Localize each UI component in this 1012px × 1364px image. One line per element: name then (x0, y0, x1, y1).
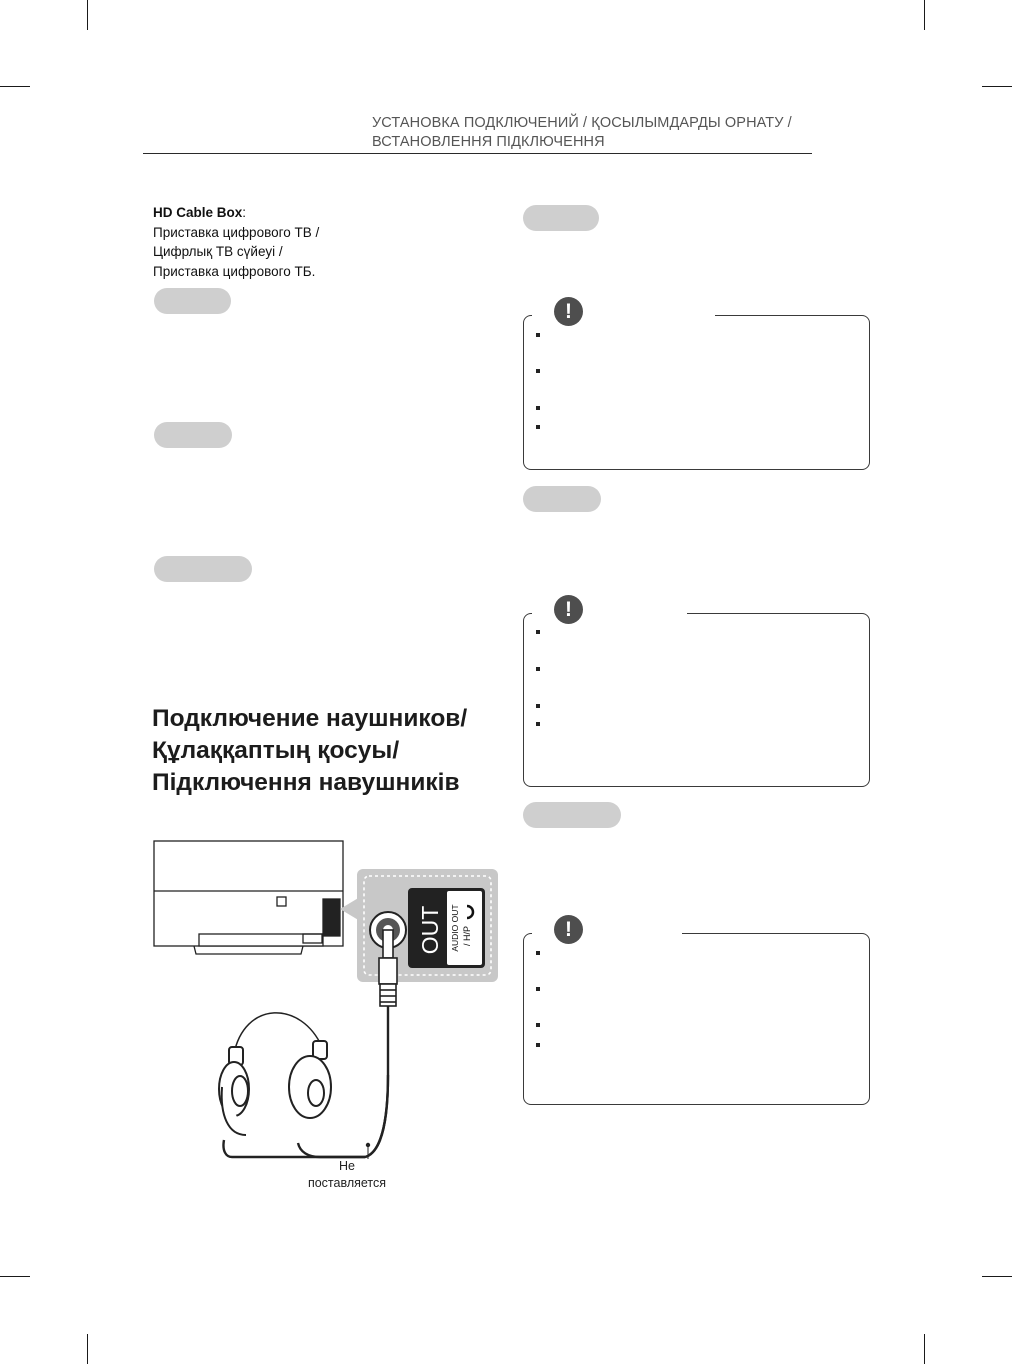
language-tab-pill (523, 486, 601, 512)
bullet-icon (536, 704, 540, 708)
port-out-label: OUT (417, 905, 443, 955)
crop-mark (87, 0, 88, 30)
warning-icon: ! (554, 297, 583, 326)
bullet-icon (536, 951, 540, 955)
headphones-illustration (219, 1015, 331, 1135)
section-heading (152, 703, 467, 799)
bullet-icon (536, 406, 540, 410)
caution-note-box (523, 300, 870, 470)
caution-note-box (523, 918, 870, 1105)
crop-mark (924, 0, 925, 30)
hd-cable-box-line-1: Приставка цифрового ТВ / (153, 224, 320, 240)
language-tab-pill (154, 422, 232, 448)
crop-mark (87, 1334, 88, 1364)
running-header-line-2: ВСТАНОВЛЕННЯ ПІДКЛЮЧЕННЯ (372, 134, 605, 150)
bullet-icon (536, 425, 540, 429)
running-header-line-1: УСТАНОВКА ПОДКЛЮЧЕНИЙ / ҚОСЫЛЫМДАРДЫ ОРНАТУ / (372, 115, 792, 131)
caution-note-box (523, 598, 870, 787)
crop-mark (982, 86, 1012, 87)
hd-cable-box-term: HD Cable Box (153, 205, 243, 220)
crop-mark (0, 86, 30, 87)
language-tab-pill (523, 802, 621, 828)
bullet-icon (536, 667, 540, 671)
bullet-icon (536, 987, 540, 991)
warning-icon: ! (554, 915, 583, 944)
hd-cable-box-definition (153, 203, 319, 281)
headphone-connection-figure (150, 835, 510, 1195)
jack-zoom-panel (357, 869, 498, 982)
bullet-icon (536, 333, 540, 337)
crop-mark (982, 1276, 1012, 1277)
section-heading-line-2: Құлаққаптың қосуы/ (152, 737, 400, 764)
crop-mark (0, 1276, 30, 1277)
bullet-icon (536, 1043, 540, 1047)
hd-cable-box-line-3: Приставка цифрового ТБ. (153, 263, 316, 279)
port-audio-out-label: AUDIO OUT (450, 904, 460, 952)
tv-rear-view (154, 841, 343, 954)
bullet-icon (536, 1023, 540, 1027)
not-supplied-callout: Не поставляется (307, 1159, 387, 1190)
port-hp-label: / H/P (462, 925, 472, 947)
header-rule (143, 153, 812, 154)
hd-cable-box-colon: : (242, 205, 247, 220)
bullet-icon (536, 630, 540, 634)
section-heading-line-1: Подключение наушников/ (152, 705, 468, 732)
bullet-icon (536, 369, 540, 373)
warning-icon: ! (554, 595, 583, 624)
language-tab-pill (523, 205, 599, 231)
hd-cable-box-line-2: Цифрлық ТВ сүйеуі / (153, 244, 283, 259)
crop-mark (924, 1334, 925, 1364)
running-header (372, 114, 792, 152)
language-tab-pill (154, 556, 252, 582)
bullet-icon (536, 722, 540, 726)
section-heading-line-3: Підключення навушників (152, 769, 460, 796)
language-tab-pill (154, 288, 231, 314)
